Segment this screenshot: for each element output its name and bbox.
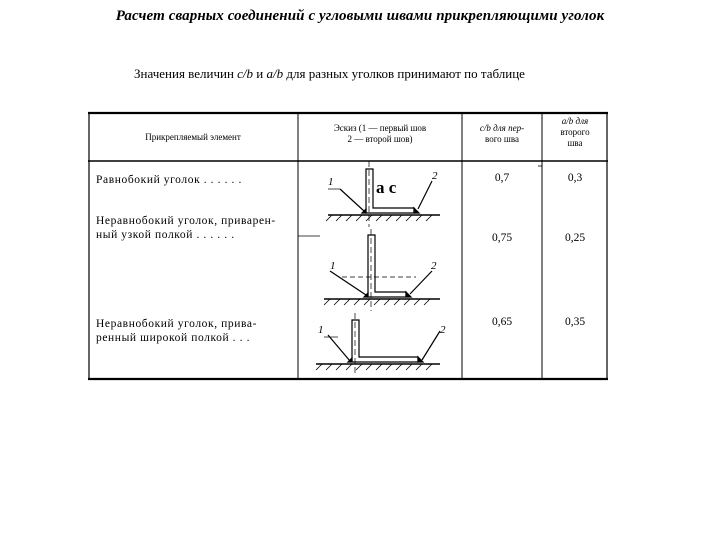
subtitle-suffix: для разных уголков принимают по таблице [283,66,525,81]
sketch-unequal-angle-wide [316,313,440,373]
header-ab-line3: шва [567,138,583,148]
handwritten-annotation: a c [376,178,397,197]
header-sketch-line2: 2 — второй шов) [347,134,413,144]
row2-cb-value: 0,75 [491,232,513,244]
weld-coefficient-table [88,111,608,381]
table-intro-text [134,66,525,82]
row3-label-line2: ренный широкой полкой . . . [96,332,251,344]
sketch2-seam1-label: 1 [330,260,336,272]
header-element: Прикрепляемый элемент [145,132,241,142]
table-scan [88,111,608,381]
sketch1-seam2-label: 2 [432,170,438,182]
row1-label: Равнобокий уголок . . . . . . [96,174,242,186]
cb-symbol: c/b [237,66,254,81]
row3-label-line1: Неравнобокий уголок, прива- [96,318,258,330]
sketch1-seam1-label: 1 [328,176,334,188]
row2-ab-value: 0,25 [564,232,586,244]
row3-cb-value: 0,65 [491,316,513,328]
sketch3-seam2-label: 2 [440,324,446,336]
row1-ab-value: 0,3 [567,172,583,184]
subtitle-and: и [253,66,267,81]
row1-cb-value: 0,7 [494,172,510,184]
row2-label-line1: Неравнобокий уголок, приварен- [96,215,276,227]
header-sketch-line1: Эскиз (1 — первый шов [333,123,427,133]
header-ab-line2: второго [560,127,590,137]
header-cb-line1: c/b для пер- [479,123,525,133]
sketch2-seam2-label: 2 [431,260,437,272]
ab-symbol: a/b [266,66,284,81]
subtitle-prefix: Значения величин [134,66,238,81]
row3-ab-value: 0,35 [564,316,586,328]
header-ab-line1: a/b для [561,116,589,126]
sketch-unequal-angle-narrow [298,229,440,311]
row2-label-line2: ный узкой полкой . . . . . . [96,229,235,241]
page-title: Расчет сварных соединений с угловыми швами прикрепляющими уголок [115,8,605,24]
sketch3-seam1-label: 1 [318,324,324,336]
header-cb-line2: вого шва [485,134,519,144]
